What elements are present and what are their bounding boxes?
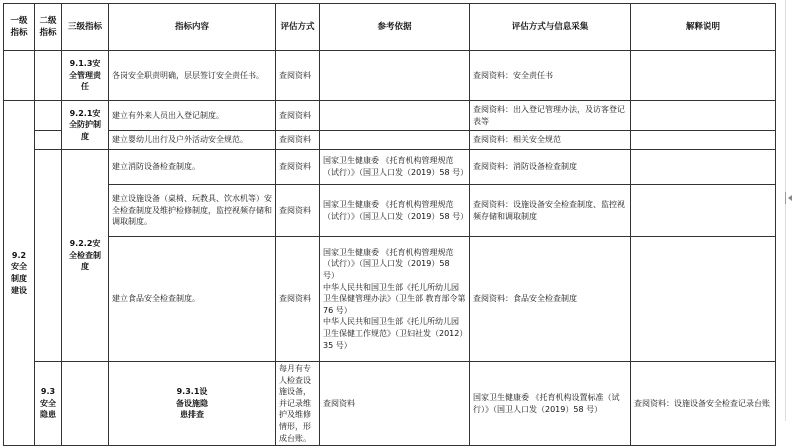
explain-cell xyxy=(631,185,776,237)
method-cell: 查阅资料 xyxy=(276,150,320,185)
level2-cell-empty xyxy=(35,150,62,362)
content-cell: 各岗安全职责明确，层层签订安全责任书。 xyxy=(109,51,276,101)
header-level1: 一级 指标 xyxy=(4,4,35,51)
header-method: 评估方式 xyxy=(276,4,320,51)
header-basis: 参考依据 xyxy=(320,4,470,51)
basis-cell: 国家卫生健康委 《托育机构设置标准（试行）》（国卫人口发（2019）58 号） xyxy=(470,362,631,446)
level3-cell: 9.2.2安 全检查制 度 xyxy=(62,150,109,362)
basis-cell xyxy=(320,131,470,150)
basis-cell: 国家卫生健康委 《托育机构管理规范（试行）》（国卫人口发（2019）58 号） xyxy=(320,185,470,237)
level3-cell: 9.1.3安 全管理责 任 xyxy=(62,51,109,101)
explain-cell xyxy=(631,51,776,101)
level3-cell: 9.2.1安 全防护制 度 xyxy=(62,101,109,150)
collection-cell: 查阅资料：安全责任书 xyxy=(470,51,631,101)
content-cell: 建立食品安全检查制度。 xyxy=(109,237,276,362)
collection-cell: 查阅资料：食品安全检查制度 xyxy=(470,237,631,362)
page-edge-divider xyxy=(785,0,786,421)
level2-cell-empty xyxy=(35,131,62,150)
explain-cell xyxy=(631,101,776,131)
header-collection: 评估方式与信息采集 xyxy=(470,4,631,51)
method-cell: 查阅资料 xyxy=(276,131,320,150)
basis-cell xyxy=(320,51,470,101)
level2-cell-empty xyxy=(62,362,109,446)
table-row xyxy=(4,362,776,446)
basis-cell xyxy=(320,101,470,131)
collection-cell: 查阅资料：相关安全规范 xyxy=(470,131,631,150)
header-content: 指标内容 xyxy=(109,4,276,51)
header-level2: 二级 指标 xyxy=(35,4,62,51)
basis-cell: 国家卫生健康委 《托育机构管理规范（试行）》（国卫人口发（2019）58 号） 中华人民共和国卫生部《托儿所幼儿园卫生保健管理办法》（卫生部 教育部令第 76 号） 中华人民共和国卫生部《托儿所幼儿园卫生保健工作规范》（卫妇社发（2012）35 号） xyxy=(320,237,470,362)
collapse-arrow-icon[interactable] xyxy=(785,192,796,204)
table-row xyxy=(4,237,776,362)
level1-cell-empty xyxy=(4,51,35,101)
table-row xyxy=(4,51,776,101)
collection-cell: 查阅资料：设施设备安全检查制度、监控视频存储和调取制度 xyxy=(470,185,631,237)
header-explain: 解释说明 xyxy=(631,4,776,51)
content-cell: 建立有外来人员出入登记制度。 xyxy=(109,101,276,131)
header-level3: 三级指标 xyxy=(62,4,109,51)
content-cell: 每月有专人检查设施设备，并记录维护及维修情形，形成台账。 xyxy=(276,362,320,446)
collection-cell: 查阅资料：消防设备检查制度 xyxy=(470,150,631,185)
content-cell: 建立婴幼儿出行及户外活动安全规范。 xyxy=(109,131,276,150)
content-cell: 建立消防设备检查制度。 xyxy=(109,150,276,185)
table-row xyxy=(4,185,776,237)
level1-cell: 9.2 安全 制度 建设 xyxy=(4,101,35,446)
level2-cell-empty xyxy=(35,101,62,131)
table-row xyxy=(4,150,776,185)
level2-cell-empty xyxy=(35,51,62,101)
method-cell: 查阅资料 xyxy=(276,101,320,131)
method-cell: 查阅资料 xyxy=(276,185,320,237)
explain-cell xyxy=(631,150,776,185)
basis-cell: 国家卫生健康委 《托育机构管理规范（试行）》（国卫人口发（2019）58 号） xyxy=(320,150,470,185)
level3-cell: 9.3.1设 备设施隐 患排查 xyxy=(109,362,276,446)
level1-cell: 9.3 安全 隐患 xyxy=(35,362,62,446)
explain-cell xyxy=(631,237,776,362)
method-cell: 查阅资料 xyxy=(320,362,470,446)
explain-cell xyxy=(631,131,776,150)
table-row xyxy=(4,131,776,150)
indicator-table xyxy=(3,3,776,446)
collection-cell: 查阅资料：设施设备安全检查记录台账 xyxy=(631,362,776,446)
collection-cell: 查阅资料：出入登记管理办法，及访客登记表等 xyxy=(470,101,631,131)
method-cell: 查阅资料 xyxy=(276,51,320,101)
content-cell: 建立设施设备（桌椅、玩教具、饮水机等）安全检查制度及维护检修制度，监控视频存储和调取制度。 xyxy=(109,185,276,237)
method-cell: 查阅资料 xyxy=(276,237,320,362)
header-row xyxy=(4,4,776,51)
table-row xyxy=(4,101,776,131)
